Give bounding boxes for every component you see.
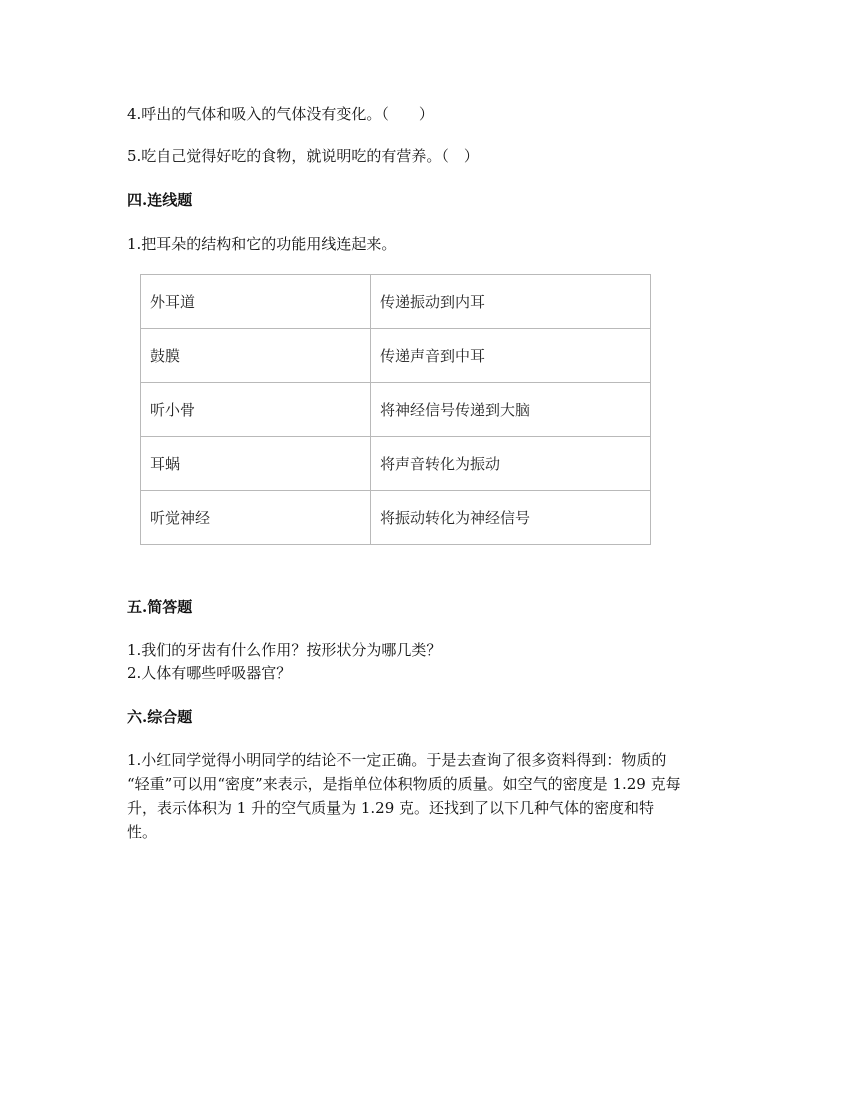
function-cell: 传递振动到内耳 (371, 275, 651, 329)
structure-cell: 听小骨 (141, 383, 371, 437)
function-cell: 将声音转化为振动 (371, 437, 651, 491)
function-cell: 将神经信号传递到大脑 (371, 383, 651, 437)
section-heading-short-answer: 五.简答题 (127, 598, 193, 616)
paragraph-line: 升，表示体积为 1 升的空气质量为 1.29 克。还找到了以下几种气体的密度和特 (127, 799, 655, 817)
ear-structure-table (140, 274, 651, 545)
structure-cell: 鼓膜 (141, 329, 371, 383)
structure-cell: 听觉神经 (141, 491, 371, 545)
table-row (141, 437, 651, 491)
comprehensive-question (127, 748, 737, 844)
table-row (141, 383, 651, 437)
short-answer-question-2: 2.人体有哪些呼吸器官？ (127, 664, 292, 682)
table-row (141, 329, 651, 383)
paragraph-line: “轻重”可以用“密度”来表示，是指单位体积物质的质量。如空气的密度是 1.29 克每 (127, 775, 681, 793)
paragraph-line: 性。 (127, 823, 158, 841)
structure-cell: 外耳道 (141, 275, 371, 329)
function-cell: 传递声音到中耳 (371, 329, 651, 383)
table-row (141, 275, 651, 329)
section-heading-matching: 四.连线题 (127, 191, 193, 209)
matching-question: 1.把耳朵的结构和它的功能用线连起来。 (127, 235, 397, 253)
section-heading-comprehensive: 六.综合题 (127, 708, 193, 726)
structure-cell: 耳蜗 (141, 437, 371, 491)
question-5: 5.吃自己觉得好吃的食物，就说明吃的有营养。（ ） (127, 147, 479, 165)
paragraph-line: 1.小红同学觉得小明同学的结论不一定正确。于是去查询了很多资料得到：物质的 (127, 751, 667, 769)
question-4: 4.呼出的气体和吸入的气体没有变化。（ ） (127, 105, 434, 123)
function-cell: 将振动转化为神经信号 (371, 491, 651, 545)
table-row (141, 491, 651, 545)
short-answer-question-1: 1.我们的牙齿有什么作用？按形状分为哪几类？ (127, 641, 442, 659)
